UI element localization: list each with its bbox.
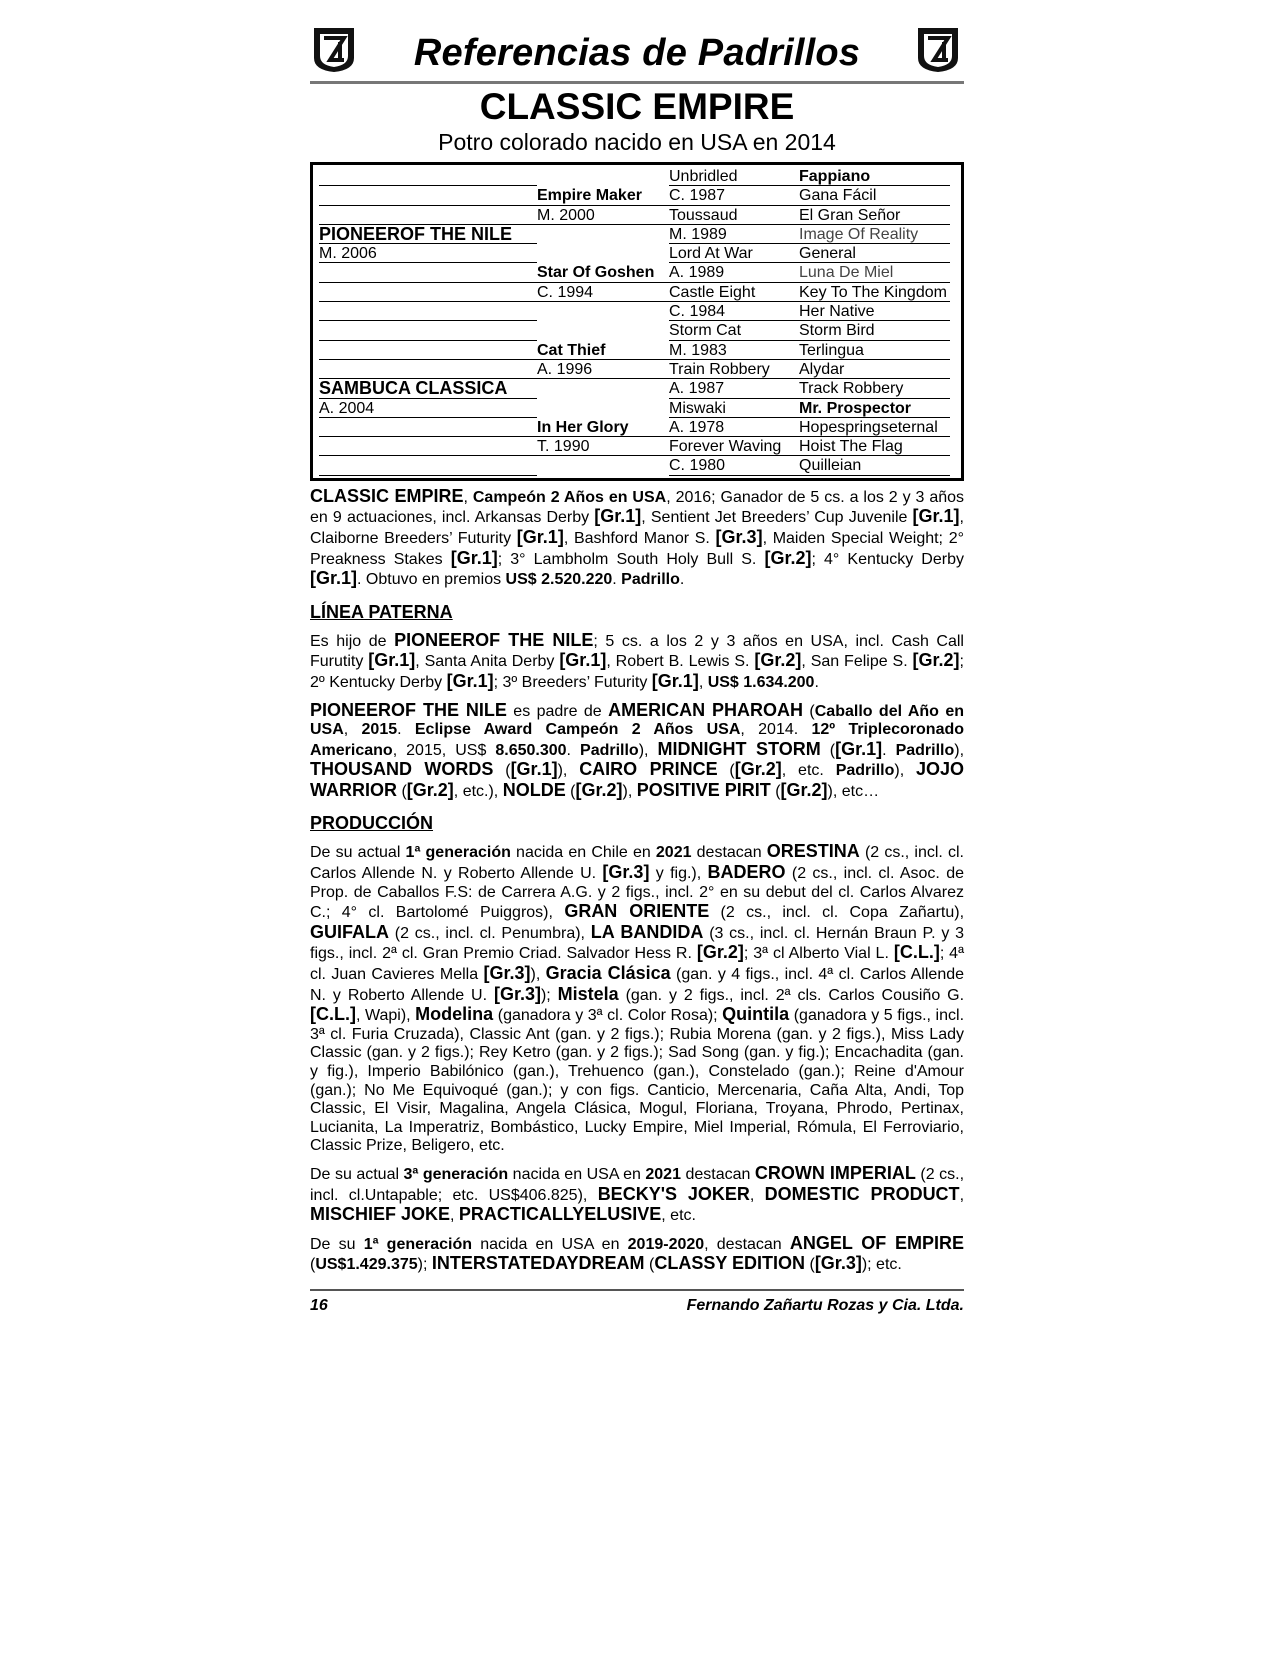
pedigree-cell: In Her Glory bbox=[537, 418, 669, 437]
pedigree-cell: SAMBUCA CLASSICA bbox=[319, 379, 537, 398]
pedigree-cell: C. 1987 bbox=[669, 186, 799, 205]
text-run: , 2015, US$ bbox=[392, 741, 496, 759]
text-run: ANGEL OF EMPIRE bbox=[789, 1232, 965, 1253]
pedigree-cell: C. 1984 bbox=[669, 302, 799, 321]
pedigree-row bbox=[319, 302, 951, 321]
text-run: US$ 1.634.200 bbox=[707, 673, 815, 691]
text-run: , bbox=[450, 1207, 459, 1225]
pedigree-row bbox=[319, 321, 951, 340]
pedigree-cell bbox=[537, 244, 669, 263]
pedigree-cell bbox=[319, 263, 537, 282]
text-run: ; 4ª cl. Juan Cavieres Mella bbox=[310, 945, 965, 984]
pedigree-cell: Image Of Reality bbox=[799, 225, 950, 244]
text-run: ; 2º Kentucky Derby bbox=[310, 653, 964, 691]
pedigree-cell: General bbox=[799, 244, 950, 263]
pedigree-row bbox=[319, 186, 951, 205]
header-rule bbox=[310, 81, 964, 84]
pedigree-cell: Hoist The Flag bbox=[799, 437, 950, 456]
pedigree-cell: Star Of Goshen bbox=[537, 263, 669, 282]
text-run: PIONEEROF THE NILE bbox=[394, 629, 594, 650]
pedigree-cell: M. 1989 bbox=[669, 225, 799, 244]
text-run: ( bbox=[805, 1256, 815, 1274]
text-run: [Gr.1] bbox=[450, 547, 498, 568]
text-run: , Bashford Manor S. bbox=[563, 529, 716, 547]
pedigree-cell bbox=[319, 437, 537, 456]
logo-icon bbox=[914, 24, 962, 74]
text-run: [Gr.3] bbox=[814, 1253, 862, 1274]
pedigree-cell: A. 1989 bbox=[669, 263, 799, 282]
pedigree-cell: Fappiano bbox=[799, 167, 950, 186]
pedigree-row bbox=[319, 263, 951, 282]
pedigree-row bbox=[319, 418, 951, 437]
text-run: [Gr.3] bbox=[715, 526, 763, 547]
text-run: ( bbox=[397, 782, 407, 800]
text-run: Gracia Clásica bbox=[545, 963, 671, 984]
text-run: ), bbox=[638, 741, 658, 759]
text-run: ); bbox=[417, 1256, 432, 1274]
text-run: [Gr.1] bbox=[912, 506, 960, 527]
text-run: [Gr.1] bbox=[368, 650, 416, 671]
pedigree-cell: Storm Cat bbox=[669, 321, 799, 340]
section-heading-paterna: LÍNEA PATERNA bbox=[310, 601, 453, 622]
intro-paragraph bbox=[310, 487, 964, 590]
text-run: [Gr.1] bbox=[835, 738, 883, 759]
text-run: ( bbox=[565, 782, 576, 800]
document-page bbox=[310, 20, 964, 1315]
text-run: ), etc… bbox=[827, 782, 880, 800]
pedigree-cell bbox=[537, 456, 669, 475]
text-run: . bbox=[814, 673, 819, 691]
pedigree-cell: Quilleian bbox=[799, 456, 950, 475]
text-run: GUIFALA bbox=[310, 921, 389, 942]
text-run: nacida en USA en bbox=[472, 1235, 628, 1253]
text-run: Eclipse Award Campeón 2 Años USA bbox=[414, 721, 741, 739]
text-run: CLASSIC EMPIRE bbox=[310, 485, 464, 506]
pedigree-cell: Hopespringseternal bbox=[799, 418, 950, 437]
text-run: US$1.429.375 bbox=[315, 1256, 418, 1274]
text-run: , bbox=[343, 721, 362, 739]
text-run: , bbox=[463, 488, 473, 506]
text-run: Caballo del Año en USA bbox=[310, 702, 964, 739]
text-run: ; 4° Kentucky Derby bbox=[811, 550, 964, 568]
produccion-paragraph-2 bbox=[310, 1164, 964, 1226]
text-run: [Gr.2] bbox=[406, 779, 454, 800]
text-run: JOJO WARRIOR bbox=[310, 759, 965, 800]
text-run: 8.650.300 bbox=[495, 741, 567, 759]
text-run: ; 3ª cl Alberto Vial L. bbox=[743, 945, 894, 963]
pedigree-cell: Luna De Miel bbox=[799, 263, 950, 282]
text-run: Quintila bbox=[722, 1004, 790, 1025]
pedigree-cell: Her Native bbox=[799, 302, 950, 321]
text-run: Padrillo bbox=[895, 741, 955, 759]
text-run: ); bbox=[540, 986, 558, 1004]
horse-name: CLASSIC EMPIRE bbox=[479, 86, 795, 127]
text-run: ( bbox=[644, 1256, 655, 1274]
text-run: 2021 bbox=[655, 844, 692, 862]
text-run: , Santa Anita Derby bbox=[415, 653, 560, 671]
text-run: 3ª generación bbox=[403, 1165, 509, 1183]
pedigree-table bbox=[310, 162, 964, 481]
produccion-paragraph-1 bbox=[310, 842, 964, 1156]
text-run: [Gr.1] bbox=[516, 526, 564, 547]
pedigree-cell bbox=[319, 418, 537, 437]
text-run: [Gr.1] bbox=[446, 670, 494, 691]
text-run: [C.L.] bbox=[893, 942, 940, 963]
text-run: . bbox=[612, 571, 622, 589]
text-run: BECKY'S JOKER bbox=[597, 1183, 750, 1204]
text-run: MISCHIEF JOKE bbox=[310, 1204, 451, 1225]
text-run: ( bbox=[493, 762, 511, 780]
pedigree-row bbox=[319, 399, 951, 418]
text-run: (gan. y 4 figs., incl. 4ª cl. Carlos Allende N. y Roberto Allende U. bbox=[310, 966, 965, 1004]
text-run: INTERSTATEDAYDREAM bbox=[431, 1253, 645, 1274]
pedigree-row bbox=[319, 360, 951, 379]
pedigree-cell: T. 1990 bbox=[537, 437, 669, 456]
text-run: MIDNIGHT STORM bbox=[657, 738, 821, 759]
text-run: , etc.), bbox=[453, 782, 503, 800]
text-run: , Wapi), bbox=[355, 1007, 416, 1025]
text-run: CAIRO PRINCE bbox=[579, 759, 718, 780]
pedigree-cell: Alydar bbox=[799, 360, 950, 379]
text-run: 2015 bbox=[361, 721, 398, 739]
pedigree-cell bbox=[319, 456, 537, 475]
text-run: (2 cs., incl. cl. Carlos Allende N. y Roberto Allende U. bbox=[310, 844, 964, 883]
text-run: , 2016; Ganador de 5 cs. a los 2 y 3 años en 9 actuaciones, incl. Arkansas Derby bbox=[310, 488, 965, 527]
text-run: ; 5 cs. a los 2 y 3 años en USA, incl. Cash Call Furutity bbox=[310, 632, 964, 671]
text-run: , bbox=[698, 673, 708, 691]
text-run: . bbox=[566, 741, 581, 759]
text-run: [Gr.1] bbox=[594, 506, 642, 527]
pedigree-cell: Track Robbery bbox=[799, 379, 950, 398]
pedigree-cell bbox=[319, 206, 537, 225]
pedigree-cell bbox=[319, 283, 537, 302]
text-run: De su actual bbox=[310, 844, 406, 862]
text-run: (ganadora y 3ª cl. Color Rosa); bbox=[493, 1007, 723, 1025]
text-run: AMERICAN PHAROAH bbox=[608, 699, 804, 720]
page-header bbox=[310, 20, 964, 80]
text-run: [Gr.2] bbox=[575, 779, 623, 800]
text-run: Modelina bbox=[415, 1004, 494, 1025]
text-run: CROWN IMPERIAL bbox=[754, 1162, 916, 1183]
text-run: (2 cs., incl. cl.Untapable; etc. US$406.825), bbox=[310, 1165, 965, 1204]
section-heading-produccion: PRODUCCIÓN bbox=[310, 813, 434, 834]
text-run: , San Felipe S. bbox=[801, 653, 913, 671]
text-run: US$ 2.520.220 bbox=[505, 571, 613, 589]
text-run: [Gr.2] bbox=[764, 547, 812, 568]
text-run: [Gr.2] bbox=[696, 942, 744, 963]
text-run: destacan bbox=[691, 844, 767, 862]
text-run: ), bbox=[894, 762, 916, 780]
text-run: BADERO bbox=[707, 862, 786, 883]
text-run: 12º Triplecoronado Americano bbox=[310, 721, 965, 759]
text-run: , etc. bbox=[661, 1207, 696, 1225]
pedigree-cell: El Gran Señor bbox=[799, 206, 950, 225]
text-run: ); etc. bbox=[861, 1256, 902, 1274]
text-run: [Gr.2] bbox=[912, 650, 960, 671]
pedigree-cell: Castle Eight bbox=[669, 283, 799, 302]
text-run: [Gr.1] bbox=[559, 650, 607, 671]
page-title: Referencias de Padrillos bbox=[413, 32, 861, 74]
text-run: [Gr.1] bbox=[510, 759, 558, 780]
text-run: . Obtuvo en premios bbox=[357, 571, 506, 589]
publisher-name: Fernando Zañartu Rozas y Cia. Ltda. bbox=[686, 1296, 964, 1314]
text-run: , Robert B. Lewis S. bbox=[606, 653, 755, 671]
text-run: [Gr.1] bbox=[651, 670, 699, 691]
pedigree-cell: PIONEEROF THE NILE bbox=[319, 225, 537, 244]
pedigree-cell: A. 1996 bbox=[537, 360, 669, 379]
pedigree-cell: A. 2004 bbox=[319, 399, 537, 418]
text-run: . bbox=[397, 721, 415, 739]
page-footer bbox=[310, 1297, 964, 1315]
pedigree-cell bbox=[537, 302, 669, 321]
text-run: , destacan bbox=[704, 1235, 790, 1253]
text-run: 2019-2020 bbox=[627, 1235, 705, 1253]
text-run: es padre de bbox=[506, 702, 609, 720]
text-run: Es hijo de bbox=[310, 632, 395, 650]
text-run: ( bbox=[820, 741, 836, 759]
text-run: destacan bbox=[680, 1165, 755, 1183]
text-run: CLASSY EDITION bbox=[654, 1253, 806, 1274]
text-run: (ganadora y 5 figs., incl. 3ª cl. Furia Cruzada), Classic Ant (gan. y 2 figs.); Rubia Morena (gan. y 2 figs.), Miss Lady Classic (gan. y 2 figs.); Rey Ketro (gan. y 2 figs.); Sad Song (gan. y fig.); Encachadita (gan. y fig.), Imperio Babilónico (gan.), Trehuenco (gan.), Constelado (gan.); Reine d'Amour (gan.); No Me Equivoqué (gan.); y con figs. Canticio, Mercenaria, Caña Alta, Andi, Top Classic, El Visir, Magalina, Angela Clásica, Mogul, Floriana, Troyana, Phrodo, Pertinax, Lucianita, La Imperatriz, Bombástico, Lucky Empire, Miel Imperial, Rómula, El Ferroviario, Classic Prize, Beligero, etc. bbox=[310, 1007, 965, 1155]
text-run: PIONEEROF THE NILE bbox=[310, 699, 507, 720]
text-run: [Gr.3] bbox=[493, 983, 541, 1004]
pedigree-cell: Storm Bird bbox=[799, 321, 950, 340]
pedigree-cell: A. 1978 bbox=[669, 418, 799, 437]
pedigree-cell bbox=[537, 321, 669, 340]
pedigree-cell bbox=[537, 225, 669, 244]
text-run: 2021 bbox=[645, 1165, 681, 1183]
text-run: POSITIVE PIRIT bbox=[636, 779, 771, 800]
text-run: 1ª generación bbox=[405, 844, 511, 862]
text-run: , bbox=[749, 1186, 765, 1204]
pedigree-cell bbox=[537, 399, 669, 418]
pedigree-cell bbox=[319, 167, 537, 186]
text-run: (3 cs., incl. cl. Hernán Braun P. y 3 figs., incl. 2ª cl. Gran Premio Criad. Salvador Hess R. bbox=[310, 924, 965, 963]
pedigree-cell: Mr. Prospector bbox=[799, 399, 950, 418]
pedigree-cell: Empire Maker bbox=[537, 186, 669, 205]
text-run: Padrillo bbox=[580, 741, 639, 759]
text-run: , etc. bbox=[781, 762, 836, 780]
pedigree-row bbox=[319, 283, 951, 302]
text-run: De su bbox=[310, 1235, 364, 1253]
pedigree-cell: Train Robbery bbox=[669, 360, 799, 379]
pedigree-cell: C. 1980 bbox=[669, 456, 799, 475]
text-run: , Sentient Jet Breeders’ Cup Juvenile bbox=[641, 509, 913, 527]
pedigree-row bbox=[319, 167, 951, 186]
text-run: ( bbox=[310, 1256, 316, 1274]
text-run: , bbox=[959, 1186, 965, 1204]
pedigree-row bbox=[319, 225, 951, 244]
pedigree-cell: C. 1994 bbox=[537, 283, 669, 302]
text-run: [Gr.3] bbox=[483, 963, 531, 984]
paterna-paragraph-1 bbox=[310, 631, 964, 693]
text-run: [C.L.] bbox=[310, 1004, 356, 1025]
text-run: (gan. y 2 figs., incl. 2ª cls. Carlos Cousiño G. bbox=[618, 986, 965, 1004]
pedigree-cell: M. 1983 bbox=[669, 341, 799, 360]
pedigree-cell: Forever Waving bbox=[669, 437, 799, 456]
pedigree-cell: Unbridled bbox=[669, 167, 799, 186]
text-run: (2 cs., incl. cl. Copa Zañartu), bbox=[709, 904, 965, 922]
pedigree-cell: Toussaud bbox=[669, 206, 799, 225]
text-run: LA BANDIDA bbox=[590, 921, 704, 942]
horse-subtitle: Potro colorado nacido en USA en 2014 bbox=[438, 129, 836, 155]
pedigree-cell: Miswaki bbox=[669, 399, 799, 418]
text-run: [Gr.2] bbox=[734, 759, 782, 780]
text-run: . bbox=[882, 741, 896, 759]
pedigree-cell: Gana Fácil bbox=[799, 186, 950, 205]
pedigree-cell bbox=[537, 167, 669, 186]
text-run: 1ª generación bbox=[363, 1235, 473, 1253]
text-run: ( bbox=[770, 782, 781, 800]
text-run: ), bbox=[530, 966, 546, 984]
text-run: [Gr.2] bbox=[754, 650, 802, 671]
pedigree-cell: Key To The Kingdom bbox=[799, 283, 950, 302]
text-run: GRAN ORIENTE bbox=[564, 901, 710, 922]
text-run: ( bbox=[803, 702, 815, 720]
pedigree-row bbox=[319, 341, 951, 360]
footer-rule bbox=[310, 1289, 964, 1291]
produccion-paragraph-3 bbox=[310, 1234, 964, 1275]
page-number: 16 bbox=[310, 1296, 328, 1314]
text-run: ; 3º Breeders’ Futurity bbox=[493, 673, 652, 691]
text-run: (2 cs., incl. cl. Penumbra), bbox=[389, 924, 591, 942]
text-run: ), bbox=[622, 782, 637, 800]
text-run: nacida en Chile en bbox=[510, 844, 656, 862]
text-run: PRACTICALLYELUSIVE bbox=[458, 1204, 662, 1225]
pedigree-cell: Terlingua bbox=[799, 341, 950, 360]
pedigree-cell: A. 1987 bbox=[669, 379, 799, 398]
text-run: , Maiden Special Weight; 2° Preakness Stakes bbox=[310, 529, 964, 568]
pedigree-row bbox=[319, 206, 951, 225]
text-run: ; 3° Lambholm South Holy Bull S. bbox=[497, 550, 765, 568]
pedigree-cell: Lord At War bbox=[669, 244, 799, 263]
pedigree-row bbox=[319, 379, 951, 398]
text-run: NOLDE bbox=[502, 779, 566, 800]
text-run: DOMESTIC PRODUCT bbox=[764, 1183, 960, 1204]
pedigree-cell bbox=[319, 302, 537, 321]
pedigree-cell bbox=[319, 321, 537, 340]
text-run: THOUSAND WORDS bbox=[310, 759, 494, 780]
text-run: Mistela bbox=[557, 983, 619, 1004]
pedigree-row bbox=[319, 244, 951, 263]
pedigree-cell: M. 2000 bbox=[537, 206, 669, 225]
text-run: Campeón 2 Años en USA bbox=[472, 488, 667, 506]
text-run: [Gr.3] bbox=[602, 862, 650, 883]
text-run: ( bbox=[717, 762, 735, 780]
pedigree-row bbox=[319, 437, 951, 456]
pedigree-cell: M. 2006 bbox=[319, 244, 537, 263]
pedigree-cell bbox=[319, 360, 537, 379]
pedigree-cell bbox=[537, 379, 669, 398]
text-run: ), bbox=[954, 741, 965, 759]
text-run: ORESTINA bbox=[766, 841, 860, 862]
text-run: ), bbox=[557, 762, 580, 780]
text-run: Padrillo bbox=[835, 762, 895, 780]
text-run: . bbox=[679, 571, 685, 589]
pedigree-cell: Cat Thief bbox=[537, 341, 669, 360]
text-run: y fig.), bbox=[649, 865, 708, 883]
text-run: Padrillo bbox=[621, 571, 680, 589]
text-run: (2 cs., incl. cl. Asoc. de Prop. de Caballos F.S: de Carrera A.G. y 2 figs., incl. 2° en su debut del cl. Carlos Alvarez C.; 4° cl. Bartolomé Puiggros), bbox=[310, 865, 964, 922]
pedigree-cell bbox=[319, 341, 537, 360]
pedigree-row bbox=[319, 456, 951, 475]
text-run: , Claiborne Breeders’ Futurity bbox=[310, 509, 964, 547]
text-run: nacida en USA en bbox=[508, 1165, 646, 1183]
pedigree-cell bbox=[319, 186, 537, 205]
paterna-paragraph-2 bbox=[310, 701, 964, 802]
text-run: [Gr.1] bbox=[310, 568, 358, 589]
text-run: De su actual bbox=[310, 1165, 404, 1183]
text-run: , 2014. bbox=[740, 721, 812, 739]
text-run: [Gr.2] bbox=[780, 779, 828, 800]
